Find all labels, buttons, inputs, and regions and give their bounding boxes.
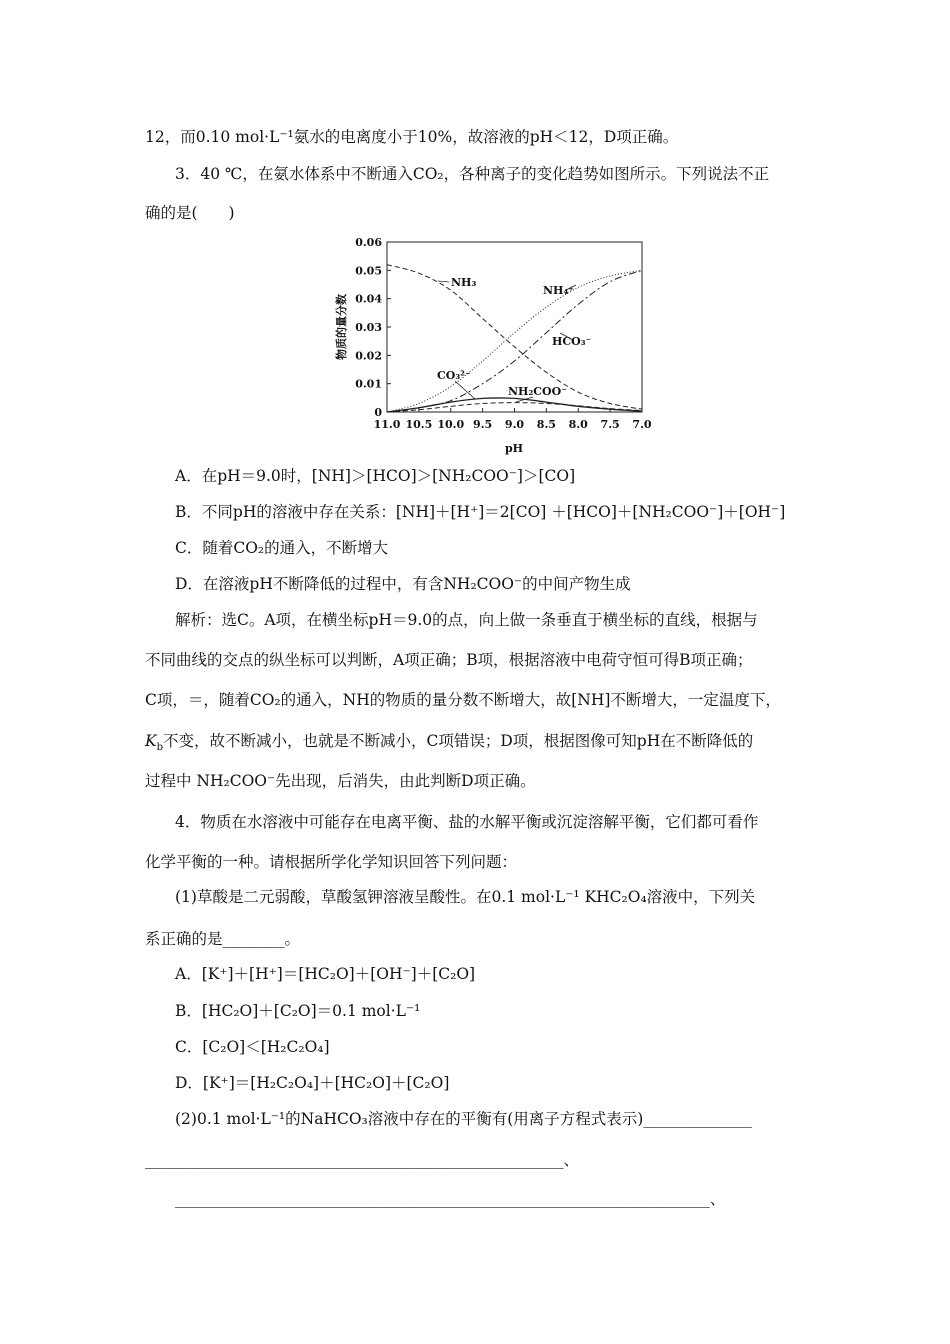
y-tick-label: 0.04 xyxy=(355,292,382,306)
x-tick-label: 9.5 xyxy=(473,418,493,431)
kb-symbol: K xyxy=(145,732,157,750)
analysis-line-3: C项，＝，随着CO₂的通入，NH的物质的量分数不断增大，故[NH]不断增大，一定温度下， xyxy=(145,691,781,709)
q4-part1-cont: 系正确的是________。 xyxy=(145,930,301,948)
q4-part2-blank-1: ______________________________________________________、 xyxy=(145,1151,580,1169)
question-3-stem: 3．40 ℃，在氨水体系中不断通入CO₂，各种离子的变化趋势如图所示。下列说法不正 xyxy=(175,165,770,183)
label-nh3: NH₃ xyxy=(451,276,477,289)
x-tick-label: 8.0 xyxy=(568,418,588,431)
species-distribution-chart xyxy=(330,228,655,458)
question-3-stem-cont: 确的是( ) xyxy=(145,204,235,222)
x-tick-label: 11.0 xyxy=(373,418,401,431)
label-nh4: NH₄⁺ xyxy=(543,284,575,297)
y-axis-label: 物质的量分数 xyxy=(335,294,348,360)
label-hco3: HCO₃⁻ xyxy=(552,335,592,348)
x-tick-label: 7.5 xyxy=(600,418,620,431)
x-axis-label: pH xyxy=(504,442,524,455)
y-tick-label: 0 xyxy=(374,406,382,419)
x-tick-label: 7.0 xyxy=(632,418,652,431)
y-tick-label: 0.06 xyxy=(355,236,382,249)
analysis-line-4 xyxy=(145,731,753,758)
analysis-line-1: 解析：选C。A项，在横坐标pH＝9.0的点，向上做一条垂直于横坐标的直线，根据与 xyxy=(175,611,758,629)
analysis-line-4-text: 不变，故不断减小，也就是不断减小，C项错误；D项，根据图像可知pH在不断降低的 xyxy=(163,732,754,750)
option-b: B．不同pH的溶液中存在关系：[NH]＋[H⁺]＝2[CO] ＋[HCO]＋[NH₂COO⁻]＋[OH⁻] xyxy=(175,503,786,521)
y-tick-label: 0.02 xyxy=(355,349,382,363)
q4-option-a: A．[K⁺]＋[H⁺]＝[HC₂O]＋[OH⁻]＋[C₂O] xyxy=(175,965,476,983)
label-co3: CO₃²⁻ xyxy=(437,369,471,382)
leader-nh3 xyxy=(438,281,449,282)
q4-part1: (1)草酸是二元弱酸，草酸氢钾溶液呈酸性。在0.1 mol·L⁻¹ KHC₂O₄溶液中，下列关 xyxy=(175,888,756,906)
x-tick-label: 8.5 xyxy=(536,418,556,431)
option-a: A．在pH＝9.0时，[NH]＞[HCO]＞[NH₂COO⁻]＞[CO] xyxy=(175,467,576,485)
q4-part2-blank-2: _____________________________________________________________________、 xyxy=(175,1190,726,1208)
y-tick-label: 0.05 xyxy=(355,264,382,278)
x-tick-label: 10.5 xyxy=(405,418,433,431)
option-c: C．随着CO₂的通入，不断增大 xyxy=(175,539,389,557)
x-tick-label: 10.0 xyxy=(437,418,465,431)
analysis-line-5: 过程中 NH₂COO⁻先出现，后消失，由此判断D项正确。 xyxy=(145,772,536,790)
y-tick-label: 0.01 xyxy=(355,377,382,391)
q4-option-d: D．[K⁺]＝[H₂C₂O₄]＋[HC₂O]＋[C₂O] xyxy=(175,1074,450,1092)
chart-svg xyxy=(330,228,655,458)
label-nh2coo: NH₂COO⁻ xyxy=(508,385,567,398)
question-4-stem: 4．物质在水溶液中可能存在电离平衡、盐的水解平衡或沉淀溶解平衡，它们都可看作 xyxy=(175,813,759,831)
option-d: D．在溶液pH不断降低的过程中，有含NH₂COO⁻的中间产物生成 xyxy=(175,575,631,593)
q4-option-b: B．[HC₂O]＋[C₂O]＝0.1 mol·L⁻¹ xyxy=(175,1002,421,1020)
analysis-line-2: 不同曲线的交点的纵坐标可以判断，A项正确；B项，根据溶液中电荷守恒可得B项正确； xyxy=(145,651,753,669)
q4-part2: (2)0.1 mol·L⁻¹的NaHCO₃溶液中存在的平衡有(用离子方程式表示)______________ xyxy=(175,1110,752,1128)
y-ticks xyxy=(355,236,391,419)
x-tick-label: 9.0 xyxy=(504,418,525,431)
question-4-stem-cont: 化学平衡的一种。请根据所学化学知识回答下列问题： xyxy=(145,853,518,871)
leader-co3 xyxy=(455,381,475,399)
text-line: 12，而0.10 mol·L⁻¹氨水的电离度小于10%，故溶液的pH＜12，D项正确。 xyxy=(145,128,679,146)
kb-subscript: b xyxy=(156,742,163,754)
x-ticks xyxy=(374,408,652,431)
q4-option-c: C．[C₂O]＜[H₂C₂O₄] xyxy=(175,1038,330,1056)
y-tick-label: 0.03 xyxy=(355,321,382,334)
